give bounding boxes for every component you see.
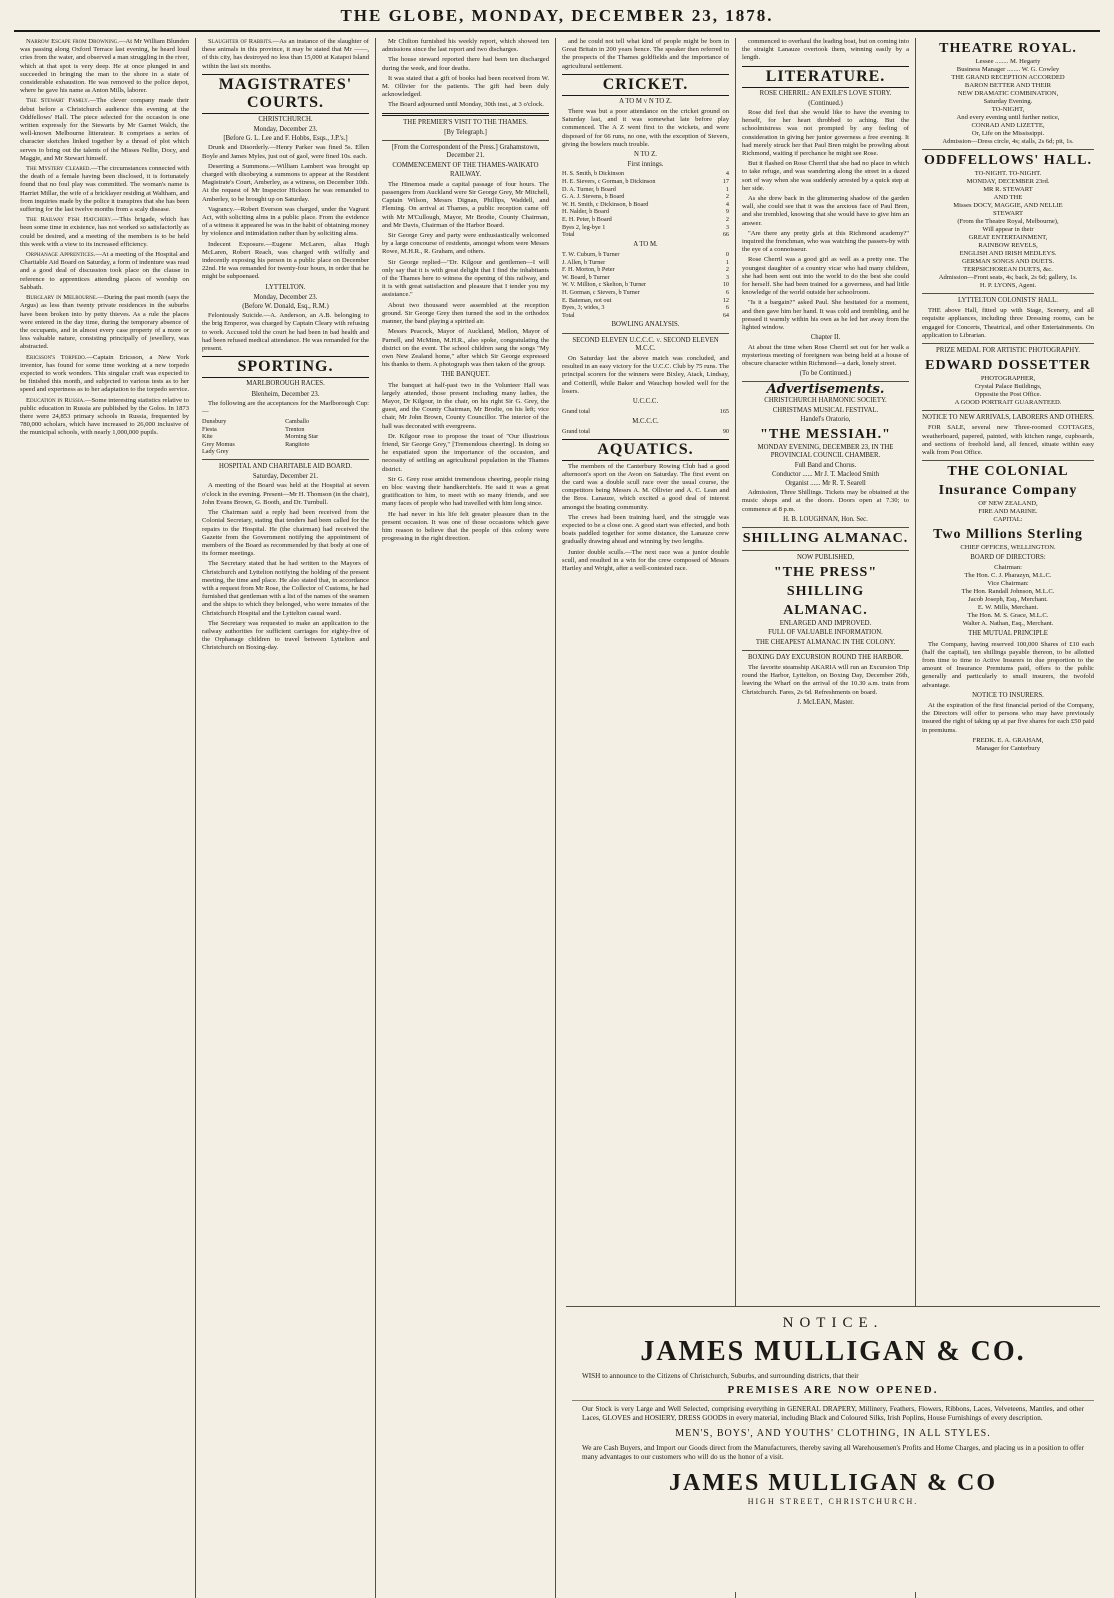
paragraph: Junior double sculls.—The next race was a junior double scull, and resulted in a win for the crew composed of Messrs Hartley and Wright, after a well-contested race. bbox=[562, 548, 729, 572]
paragraph: Sir George Grey and party were enthusiastically welcomed by a large concourse of residents, amongst whom were Messrs Rowe, M.H.R., R. Graham, and others. bbox=[382, 232, 549, 256]
notice-title: NOTICE. bbox=[782, 1315, 884, 1331]
paragraph: Dr. Kilgour rose to propose the toast of "Our illustrious friend, Sir George Grey," [Tremendous cheering]. In doing so he expatiated upon the importance of the occasion, and necessity of settling an agricultural population in the Thames district. bbox=[382, 432, 549, 473]
paragraph: Narrow Escape from Drowning.—At Mr William Blunden was passing along Oxford Terrace last evening, he heard loud cries from the water, and observed a man struggling in the river, which at that spot is very deep. He at once plunged in and succeeded in bringing the man to the shore in a state of considerable exhaustion. He was removed to the police depot, where he gave his name as Anton Mills, laborer. bbox=[20, 38, 190, 95]
almanac-cheap: THE CHEAPEST ALMANAC IN THE COLONY. bbox=[755, 638, 896, 646]
almanac-heading: SHILLING ALMANAC. bbox=[742, 530, 909, 546]
almanac-almanac: ALMANAC. bbox=[783, 603, 868, 619]
oddfellows-heading: ODDFELLOWS' HALL. bbox=[924, 153, 1092, 168]
story-title: ROSE CHERRIL: AN EXILE'S LOVE STORY. bbox=[759, 89, 892, 97]
table-row: Grand total 165 bbox=[562, 408, 729, 416]
paragraph: The members of the Canterbury Rowing Club had a good afternoon's sport on the Avon on Saturday. The first event on the card was a double scull race over the usual course, the competitors being Messrs A. M. Ollivier and A. C. Lean and the Bros. Lanauze, which excited a good deal of interest amongst the boating community. bbox=[562, 462, 729, 511]
theatre-heading: THEATRE ROYAL. bbox=[939, 41, 1077, 56]
paragraph: Orphanage Apprentices.—At a meeting of the Hospital and Charitable Aid Board on Saturday, a form of indenture was read and a good deal of discussion took place on the clause in reference to apprentices attending places of worship on Sabbath. bbox=[20, 251, 189, 291]
paragraph: Messrs Peacock, Mayor of Auckland, Mellon, Mayor of Parnell, and McMinn, M.H.R., also spoke, congratulating the district on the event. The school children sang the songs "My own New Zealand home," after which Sir George expressed his thanks to them. A photograph was then taken of the group. bbox=[382, 328, 549, 369]
paragraph: The favorite steamship AKARIA will run an Excursion Trip round the Harbor, Lyttelton, on Boxing Day, December 26th, leaving the Wharf on the arrival of the 10.30 a.m. train from Christchurch. Fares, 2s 6d. Refreshments on board. bbox=[742, 663, 909, 696]
paragraph: THE above Hall, fitted up with Stage, Scenery, and all requisite appliances, including three Dressing rooms, can be engaged for Concerts, Theatrical, and other Entertainments. On application to Librarian. bbox=[922, 307, 1094, 339]
paragraph: The Chairman said a reply had been received from the Colonial Secretary, stating that tenders had been called for the repairs to the Hospital. He (the chairman) had received the Gazette from the Government notifying the appointment of members of the Board as recommended by that body at one of its former meetings. bbox=[202, 509, 369, 558]
notice-closing: We are Cash Buyers, and Import our Goods direct from the Manufacturers, thereby saving all Warehousemen's Profits and Home Charges, and placing us in a position to offer many advantages to our customers who will do us the honor of a visit. bbox=[582, 1444, 1084, 1461]
table-row: W. Board, b Turner 3 bbox=[562, 273, 729, 281]
table-row: H. Nalder, b Board 9 bbox=[562, 208, 729, 216]
table-row: W. H. Smith, c Dickinson, b Board 4 bbox=[562, 200, 729, 208]
innings-heading: A TO M. bbox=[633, 240, 658, 248]
premier-byline: [By Telegraph.] bbox=[444, 128, 487, 136]
mcc-grand-total bbox=[562, 428, 729, 436]
harmonic-heading: CHRISTCHURCH HARMONIC SOCIETY. bbox=[764, 396, 887, 404]
paragraph: The Railway Fish Hatchery.—This brigade, which has been some time in existence, has not worked so satisfactorily as could be desired, and a meeting of the members is to be held this week with a view to its increased efficiency. bbox=[20, 216, 189, 248]
court-bench: [Before G. L. Lee and F. Hobbs, Esqs., J.P.'s.] bbox=[223, 135, 348, 143]
court-date: Monday, December 23. bbox=[253, 126, 318, 134]
mcc-heading: M.C.C.C. bbox=[632, 417, 659, 425]
paragraph: The Board adjourned until Monday, 30th inst., at 3 o'clock. bbox=[388, 101, 544, 109]
mutual-heading: THE MUTUAL PRINCIPLE bbox=[968, 630, 1048, 638]
banquet-heading: THE BANQUET. bbox=[441, 371, 490, 379]
paragraph: "Are there any pretty girls at this Richmond academy?" inquired the frenchman, who was watching the passers-by with the eye of a connoisseur. bbox=[742, 229, 909, 254]
column-3 bbox=[376, 38, 556, 1598]
story-continued: (Continued.) bbox=[808, 99, 843, 107]
paragraph: Education in Russia.—Some interesting statistics relative to public education in Russia are published by the Golos. In 1873 there were 24,853 primary schools in Russia, frequented by 780,000 scholars, which have increased to 26,000 inclusive of the municipal schools, with nearly 1,000,000 pupils. bbox=[20, 396, 189, 437]
table-row: H. Gorman, c Sievers, b Turner 6 bbox=[562, 288, 729, 296]
table-row: E. H. Peter, b Board 2 bbox=[562, 216, 729, 223]
premises-opened: PREMISES ARE NOW OPENED. bbox=[727, 1384, 939, 1396]
paragraph: A meeting of the Board was held at the Hospital at seven o'clock in the evening. Present—Mr H. Thomson (in the chair), John Evans Brown, G. Booth, and Dr. Turnbull. bbox=[202, 482, 369, 506]
paragraph: The Secretary was requested to make an application to the railway authorities for sufficient carriages for eighty-five of the Orphanage children to travel between Lyttelton and Christchurch on Boxing-day. bbox=[202, 619, 369, 652]
paragraph: Mr Chilton furnished his weekly report, which showed ten admissions since the last report and two discharges. bbox=[382, 38, 549, 54]
hospital-heading: HOSPITAL AND CHARITABLE AID BOARD. bbox=[219, 463, 352, 471]
paragraph: Rose Cherril was a good girl as well as a pretty one. The youngest daughter of a country vicar who had many children, she had been sent out into the world to do the best she could for herself. She had been trained for a governess, and had little knowledge of the world outside her schoolroom. bbox=[742, 256, 909, 297]
paragraph: It was stated that a gift of books had been received from W. M. Ollivier for the patients. The gift had been duly acknowledged. bbox=[382, 74, 549, 99]
paragraph: At about the time when Rose Cherril set out for her walk a mysterious meeting of foreigners was being held at a house of obscure character within Richmond—a dark, lonely street. bbox=[742, 343, 909, 367]
almanac-full: FULL OF VALUABLE INFORMATION. bbox=[768, 629, 883, 637]
table-row: G. A. J. Stevens, b Board 2 bbox=[562, 193, 729, 201]
harmonic-conductor: Conductor ...... Mr J. T. Macleod Smith bbox=[772, 470, 879, 478]
paragraph: Deserting a Summons.—William Lambert was brought up charged with disobeying a summons to appear at the Resident Magistrate's Court, Amberley, as a witness, on December 10th. At the request of Mr Inspector Hickson he was remanded to Amberley, to be brought up on Saturday. bbox=[202, 162, 369, 203]
paragraph: commenced to overhaul the leading boat, but on coming into the straight Lanauze overtook them, winning easily by a length. bbox=[742, 38, 909, 62]
section-heading-cricket: CRICKET. bbox=[562, 74, 729, 96]
paragraph: The house steward reported there had been ten discharged during the week, and four deaths. bbox=[382, 56, 549, 72]
almanac-now: NOW PUBLISHED, bbox=[797, 553, 854, 561]
paragraph: The Company, having reserved 100,000 Shares of £10 each (half the capital), ten shillings payable thereon, to be allotted from time to time to Active Insurers in due proportion to the amount of Insurance Premiums paid, offers to the public generally and particularly to small insurers, the twofold advantage. bbox=[922, 640, 1094, 689]
table-row: F. H. Morton, b Peter 2 bbox=[562, 266, 729, 274]
acceptances-table: Dunsbury Camballo Fiesta Trenton Kite Morning Star Grey Momus Rangitoto Lady Grey bbox=[202, 418, 319, 456]
paragraph: The Secretary stated that he had written to the Mayors of Christchurch and Lyttelton notifying the holding of the present meeting, the time and place. He also stated that, in accordance with a request from Mr Rose, the Collector of Customs, he had furnished that gentleman with a list of the names of the seamen and the ships to which they belonged, who were inmates of the Christchurch Hospital and the Lyttelton casual ward. bbox=[202, 560, 369, 617]
table-row: H. S. Smith, b Dickinson 4 bbox=[562, 170, 729, 178]
notice-intro: WISH to announce to the Citizens of Christchurch, Suburbs, and surrounding districts, that their bbox=[582, 1372, 859, 1380]
column-1 bbox=[14, 38, 196, 1598]
premier-heading: THE PREMIER'S VISIT TO THE THAMES. bbox=[403, 118, 528, 126]
paragraph: He had never in his life felt greater pleasure than in the present occasion. It was one of those occasions which gave him reason to believe that the people of this colony were progressing in the right direction. bbox=[382, 510, 549, 543]
colonial-sub: Insurance Company bbox=[938, 483, 1078, 499]
table-row: W. V. Millton, c Skelton, b Turner 10 bbox=[562, 281, 729, 289]
section-heading-aquatics: AQUATICS. bbox=[562, 439, 729, 461]
paragraph: Slaughter of Rabbits.—As an instance of the slaughter of these animals in this province, it may be stated that Mr ——, of this city, has destroyed no less than 15,000 at Kaiapoi Island within the last six months. bbox=[202, 38, 370, 70]
lyttelton-bench: (Before W. Donald, Esq., R.M.) bbox=[242, 303, 329, 311]
races-heading: MARLBOROUGH RACES. bbox=[246, 380, 325, 388]
paragraph: There was but a poor attendance on the cricket ground on Saturday last, and it was somewhat late before play commenced. The A Z went first to the wickets, and were disposed of for 66 runs, no one, with the exception of Sievers, giving the bowlers much trouble. bbox=[562, 108, 729, 148]
table-row: T. W. Cuburn, b Turner 0 bbox=[562, 250, 729, 258]
paragraph: The Stewart Family.—The clever company made their debut before a Christchurch audience this evening at the Oddfellows' Hall. The piece selected for the occasion is one written expressly for the Stewarts by Mr Garnet Walch, the well-known Melbourne litterateur. It comprises a series of character sketches linked together by a thread of plot which serves to bring out the talents of the Misses Nellie, Docy, and Maggie, and Mr Stewart himself. bbox=[20, 97, 189, 162]
section-heading-courts: MAGISTRATES' COURTS. bbox=[202, 74, 369, 114]
table-row: Byes, 3; wides, 3 6 bbox=[562, 304, 729, 312]
innings-heading: N TO Z. bbox=[634, 151, 657, 159]
paragraph: and he could not tell what kind of people might be born in Great Britain in 200 years hence. The speaker then referred to the prospects of the Thames goldfields and the importance of agricultural settlement. bbox=[562, 38, 729, 70]
notice-clothing: MEN'S, BOYS', AND YOUTHS' CLOTHING, IN ALL STYLES. bbox=[675, 1428, 991, 1439]
firm-address: HIGH STREET, CHRISTCHURCH. bbox=[747, 1497, 919, 1506]
firm-name-footer: JAMES MULLIGAN & CO bbox=[668, 1470, 997, 1496]
almanac-enlarged: ENLARGED AND IMPROVED. bbox=[779, 620, 872, 628]
notice-body: Our Stock is very Large and Well Selected, comprising everything in GENERAL DRAPERY, Millinery, Feathers, Flowers, Ribbons, Laces, Velveteens, Mantles, and other Laces, GLOVES and HOSIERY, DRESS GOODS in every material, including Black and Coloured Silks, Irish Poplins, House Furnishings of every description. bbox=[582, 1405, 1084, 1422]
paragraph: Sir G. Grey rose amidst tremendous cheering, people rising en bloc waving their handkerchiefs. He said it was a great gratification to him, to meet with so many friends, and see many faces of people who had travelled with him long since. bbox=[382, 475, 549, 508]
paragraph: The banquet at half-past two in the Volunteer Hall was largely attended, those present including many ladies, the Mayor, Dr Kilgour, in the chair, on his right Sir G. Grey, the guest, and the County Chairman, Mr Brodie, on his left; vice chair, Mr John Brown, County Councillor. The interior of the hall was decorated with evergreens. bbox=[382, 381, 549, 430]
firm-name: JAMES MULLIGAN & CO. bbox=[640, 1336, 1026, 1367]
paragraph: At the expiration of the first financial period of the Company, the Directors will offer to persons who may have previously insured the right of taking up at par five shares for each £50 paid in premiums. bbox=[922, 702, 1094, 734]
masthead: THE GLOBE, MONDAY, DECEMBER 23, 1878. bbox=[14, 6, 1100, 32]
paragraph: The crews had been training hard, and the struggle was expected to be a close one. A good start was effected, and both boats paddled together for some distance, the Lanauze crew gradually drawing ahead and winning by two lengths. bbox=[562, 513, 729, 546]
paragraph: Vagrancy.—Robert Everson was charged, under the Vagrant Act, with soliciting alms in a public place. From the evidence of a witness it appeared he was in the habit of obtaining money by violence and intimidation rather than by soliciting alms. bbox=[202, 205, 369, 238]
harmonic-work: Handel's Oratorio, bbox=[800, 415, 851, 423]
prize-heading: PRIZE MEDAL FOR ARTISTIC PHOTOGRAPHY. bbox=[936, 347, 1080, 355]
harmonic-date: MONDAY EVENING, DECEMBER 23, IN THE PROVINCIAL COUNCIL CHAMBER. bbox=[757, 444, 894, 460]
insurers-heading: NOTICE TO INSURERS. bbox=[972, 691, 1044, 699]
photographer-name: EDWARD DOSSETTER bbox=[925, 358, 1091, 374]
paragraph: The following are the acceptances for the Marlborough Cup:— bbox=[202, 399, 369, 415]
section-heading-sporting: SPORTING. bbox=[202, 356, 369, 378]
boxing-heading: BOXING DAY EXCURSION ROUND THE HARBOR. bbox=[748, 653, 903, 661]
court-place: CHRISTCHURCH. bbox=[258, 115, 313, 123]
table-row: J. Allen, b Turner 1 bbox=[562, 258, 729, 266]
almanac-shilling: SHILLING bbox=[786, 584, 865, 600]
paragraph: About two thousand were assembled at the reception ground. Sir George Grey then turned the sod in the orthodox manner, the band playing a spirited air. bbox=[382, 301, 549, 326]
paragraph: Ericsson's Torpedo.—Captain Ericsson, a New York inventor, has found for some time working at a new torpedo expected to work wonders. This singular craft was expected to be finished this month, and subjected to various tests as to her speed and expertness as to her adaptation to the torpedo service. bbox=[20, 353, 190, 394]
column-2 bbox=[196, 38, 376, 1598]
paragraph: "Is it a bargain?" asked Paul. She hesitated for a moment, and then gave him her hand. It was cold and trembling, and he pressed it warmly within his own as he led her away from the lighted window. bbox=[742, 299, 909, 332]
paragraph: Indecent Exposure.—Eugene McLaren, alias Hugh McLaren, Robert Reach, was charged with wilfully and indecently exposing his person in a public place on December 22nd. He was remanded for twenty-four hours, in order that he might be subpoenaed. bbox=[202, 240, 369, 281]
lyttelton-heading: LYTTELTON. bbox=[265, 283, 306, 291]
bowling-heading: BOWLING ANALYSIS. bbox=[611, 321, 680, 329]
mulligan-notice-ad bbox=[566, 1306, 1100, 1592]
boxing-signature: J. McLEAN, Master. bbox=[797, 698, 854, 706]
table-row: D. A. Turner, b Board 1 bbox=[562, 185, 729, 193]
first-innings-label: First innings. bbox=[627, 161, 664, 169]
harmonic-secretary: H. B. LOUGHNAN, Hon. Sec. bbox=[783, 515, 868, 523]
scorecard-n-to-z bbox=[562, 170, 729, 238]
ucc-heading: U.C.C.C. bbox=[632, 397, 659, 405]
paragraph: Drunk and Disorderly.—Henry Parker was fined 5s. Ellen Boyle and James Myles, just out of gaol, were fined 10s. each. bbox=[202, 144, 369, 160]
table-row: Grand total 90 bbox=[562, 427, 729, 435]
column-6: THEATRE ROYAL. Lessee ........ M. Hegarty Business Manager ........ W. G. Cowley THE GRAND RECEPTION ACCORDED BARON BETTER AND THEIR NEW DRAMATIC COMBINATION, Saturday Evening. TO-NIGHT, And every evening until further notice, CONRAD AND LIZETTE, Or, Life on the Mississippi. Admission—Dress circle, 4s; stalls, 2s 6d; pit, 1s. ODDFELLOWS' HALL. TO-NIGHT. TO-NIGHT. MONDAY, DECEMBER 23rd. MR R. STEWART AND THE Misses DOCY, MAGGIE, AND NELLIE STEWART (From the Theatre Royal, Melbourne), Will appear in their GREAT ENTERTAINMENT, RAINBOW REVELS, ENGLISH AND IRISH MEDLEYS. GERMAN SONGS AND DUETS. TERPSICHOREAN DUETS, &c. Admission—Front seats, 4s; back, 2s 6d; gallery, 1s. H. P. LYONS, Agent. LYTTELTON COLONISTS' HALL. THE above Hall, fitted up with Stage, Scenery, and all requisite appliances, including three Dressing rooms, can be engaged for Concerts, Theatrical, and other Entertainments. On application to Librarian. PRIZE MEDAL FOR ARTISTIC PHOTOGRAPHY. EDWARD DOSSETTER PHOTOGRAPHER, Crystal Palace Buildings, Opposite the Post Office. A GOOD PORTRAIT GUARANTEED. NOTICE TO NEW ARRIVALS, LABORERS AND OTHERS. FOR SALE, several new Three-roomed COTTAGES, weatherboard, papered, painted, with kitchen range, cupboards, and sections of freehold land, all fenced, situate within easy walk from Post Office. THE COLONIAL Insurance Company OF NEW ZEALAND, FIRE AND MARINE. CAPITAL: Two Millions Sterling CHIEF OFFICES, WELLINGTON. BOARD OF DIRECTORS: Chairman: The Hon. C. J. Pharazyn, M.L.C. Vice Chairman: The Hon. Randall Johnson, M.L.C. Jacob Joseph, Esq., Merchant. E. W. Mills, Merchant. The Hon. M. S. Grace, M.L.C. Walter A. Nathan, Esq., Merchant. THE MUTUAL PRINCIPLE The Company, having reserved 100,000 Shares of £10 each (half the capital), ten shillings payable thereon, to be allotted from time to time to Active Insurers in due proportion to the amount of Insurance Premiums paid, offers to the public generally and particularly to small insurers, the twofold advantage. NOTICE TO INSURERS. At the expiration of the first financial period of the Company, the Directors will offer to persons who may have previously insured the right of taking up at par five shares for each £50 paid in premiums. FREDK. E. A. GRAHAM, Manager for Canterbury bbox=[922, 41, 1094, 752]
paragraph: FOR SALE, several new Three-roomed COTTAGES, weatherboard, papered, painted, with kitchen range, cupboards, and sections of freehold land, all fenced, situate within easy walk from Post Office. bbox=[922, 424, 1094, 457]
messiah-title: "THE MESSIAH." bbox=[760, 427, 891, 443]
paragraph: Rose did feel that she would like to have the evening to herself, for her heart throbbed to aching. But the schoolmistress was not prompted by any feeling of consideration in giving her junior governess a free evening. It had merely struck her that Paul Bren might be prowling about Richmond, waiting if perchance he might see Rose. bbox=[742, 109, 909, 158]
paragraph: Burglary in Melbourne.—During the past month (says the Argus) as less than twenty private residences in the suburbs have been broken into by petty thieves. As a rule the places were entered in the day time, during the temporary absence of the occupants, and in almost every case property of a more or less valuable nature, consisting principally of jewellery, was abstracted. bbox=[20, 294, 189, 351]
section-heading-literature: LITERATURE. bbox=[742, 66, 909, 88]
paragraph: The Mystery Cleared.—The circumstances connected with the death of a female having been disclosed, it is fortunately found that no foul play was committed. The woman's name is Harriet Millar, the wife of a bricklayer residing at Waltham, and from inquiries made by the police it transpires that she has been suffering for the last twelve months from a scaly disease. bbox=[20, 165, 189, 214]
notice-arrivals: NOTICE TO NEW ARRIVALS, LABORERS AND OTHERS. bbox=[922, 414, 1094, 422]
second-eleven-heading: SECOND ELEVEN U.C.C.C. v. SECOND ELEVEN M.C.C. bbox=[572, 336, 719, 352]
lyttelton-date: Monday, December 23. bbox=[253, 293, 318, 301]
harmonic-organist: Organist ...... Mr R. T. Searell bbox=[785, 479, 866, 487]
hospital-date: Saturday, December 21. bbox=[252, 473, 319, 481]
paragraph: Admission, Three Shillings. Tickets may be obtained at the music shops and at the doors. Doors open at 7.30; to commence at 8 p.m. bbox=[742, 489, 909, 513]
almanac-press: "THE PRESS" bbox=[773, 565, 878, 581]
paragraph: Sir George replied—"Dr. Kilgour and gentlemen—I will only say that it is with great delight that I find the inhabitants of the Thames here to witness the opening of this railway, and it is with great satisfaction and pleasure that I tender you my assistance." bbox=[382, 258, 549, 299]
paragraph: But it flashed on Rose Cherril that she had no place in which to take refuge, and was wandering along the street in a dazed sort of way when she was suddenly arrested by a quick step at her side. bbox=[742, 160, 909, 192]
paragraph: Feloniously Suicide.—A. Anderson, an A.B. belonging to the brig Emperor, was charged by Captain Cleary with refusing to work. Accused told the court he had been in bad health and had been refused medical attendance. He was remanded for the present. bbox=[202, 312, 369, 353]
cricket-match: A TO M v N TO Z. bbox=[619, 97, 672, 105]
story-end: (To be Continued.) bbox=[799, 370, 852, 378]
table-row: Byes 2, leg-bye 1 3 bbox=[562, 223, 729, 231]
premier-dateline: [From the Correspondent of the Press.] Grahamstown, December 21. bbox=[391, 144, 540, 160]
table-row: Total 66 bbox=[562, 231, 729, 239]
advertisements-heading: Advertisements. bbox=[766, 382, 885, 398]
table-row: E. Bateman, not out 12 bbox=[562, 296, 729, 304]
harmonic-band: Full Band and Chorus. bbox=[794, 461, 857, 469]
paragraph: As she drew back in the glimmering shadow of the garden wall, she could see that it was the anxious face of Paul Bren, and she trembled, knowing that she would have to give him an answer. bbox=[742, 195, 909, 227]
board-heading: BOARD OF DIRECTORS: bbox=[970, 554, 1046, 562]
lyttelton-hall-heading: LYTTELTON COLONISTS' HALL. bbox=[957, 297, 1059, 304]
scorecard-a-to-m bbox=[562, 251, 729, 319]
table-row: H. E. Sievers, c Gorman, b Dickinson 17 bbox=[562, 178, 729, 186]
premier-subhead: COMMENCEMENT OF THE THAMES-WAIKATO RAILWAY. bbox=[392, 162, 539, 178]
table-row: Total 64 bbox=[562, 311, 729, 319]
harmonic-sub: CHRISTMAS MUSICAL FESTIVAL. bbox=[772, 406, 879, 414]
paragraph: The Hinemoa made a capital passage of four hours. The passengers from Auckland were Sir George Grey, Mr Mitchell, Captain Wilson, Messrs Dignan, Phillips, Waddell, and Fleming. On arrival at Thames, a public reception came off with Mr M'Cullough, Mayor, Mr Brodie, County Chairman, and Mr Davis, Chairman of the Harbor Board. bbox=[382, 180, 549, 229]
paragraph: On Saturday last the above match was concluded, and resulted in an easy victory for the U.C.C. Club by 75 runs. The principal scorers for the winners were Bixley, Atack, Lindsay, and Cotterill, while Baker and Wauchop bowled well for the losers. bbox=[562, 354, 729, 395]
chapter-heading: Chapter II. bbox=[810, 334, 841, 342]
colonial-capital: Two Millions Sterling bbox=[933, 527, 1083, 543]
ucc-grand-total bbox=[562, 408, 729, 416]
colonial-heading: THE COLONIAL bbox=[947, 464, 1069, 480]
races-date: Blenheim, December 23. bbox=[251, 390, 320, 398]
